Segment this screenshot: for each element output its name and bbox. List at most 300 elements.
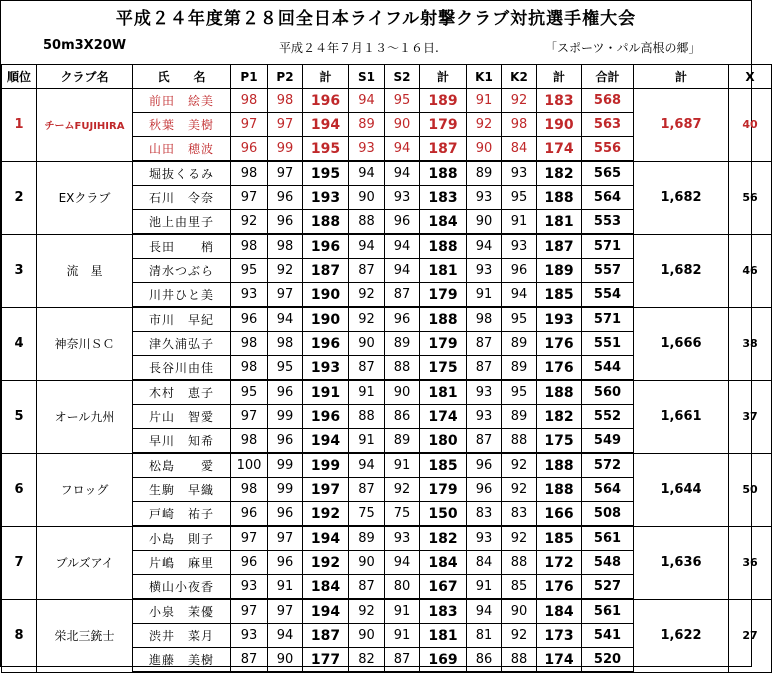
score-k2: 88 (502, 648, 537, 673)
shooter-name: 進藤 美樹 (133, 648, 231, 673)
score-k1: 87 (467, 332, 502, 356)
score-p1: 98 (231, 332, 268, 356)
team-club: フロッグ (37, 453, 133, 526)
score-k1: 91 (467, 89, 502, 113)
team-total: 1,622 (634, 599, 729, 672)
score-s-total: 175 (420, 356, 467, 381)
score-k2: 92 (502, 89, 537, 113)
score-s1: 94 (349, 89, 385, 113)
score-p-total: 196 (303, 89, 349, 113)
score-p-total: 187 (303, 624, 349, 648)
score-k2: 88 (502, 551, 537, 575)
score-p1: 100 (231, 453, 268, 478)
score-p-total: 188 (303, 210, 349, 235)
score-k1: 98 (467, 307, 502, 332)
score-p2: 96 (268, 429, 303, 454)
score-s2: 94 (385, 551, 420, 575)
score-s1: 82 (349, 648, 385, 673)
score-k2: 92 (502, 453, 537, 478)
score-s1: 91 (349, 380, 385, 405)
score-p-total: 184 (303, 575, 349, 600)
score-k1: 93 (467, 186, 502, 210)
score-p-total: 194 (303, 429, 349, 454)
score-s2: 91 (385, 453, 420, 478)
score-s-total: 184 (420, 551, 467, 575)
score-s1: 87 (349, 478, 385, 502)
table-row (2, 161, 772, 186)
team-x-count: 36 (729, 526, 772, 599)
score-sum: 572 (582, 453, 634, 478)
team-rank: 8 (2, 599, 37, 672)
shooter-name: 生駒 早織 (133, 478, 231, 502)
score-p2: 96 (268, 551, 303, 575)
team-total: 1,682 (634, 234, 729, 307)
score-k-total: 176 (537, 332, 582, 356)
team-x-count: 50 (729, 453, 772, 526)
team-total: 1,636 (634, 526, 729, 599)
score-k1: 89 (467, 161, 502, 186)
score-p1: 93 (231, 575, 268, 600)
score-k-total: 185 (537, 283, 582, 308)
team-total: 1,666 (634, 307, 729, 380)
score-s-total: 181 (420, 259, 467, 283)
header-k1: K1 (467, 65, 502, 89)
score-sum: 527 (582, 575, 634, 600)
score-sum: 551 (582, 332, 634, 356)
score-k2: 92 (502, 526, 537, 551)
shooter-name: 秋葉 美樹 (133, 113, 231, 137)
table-row (2, 599, 772, 624)
score-k-total: 172 (537, 551, 582, 575)
score-k1: 94 (467, 234, 502, 259)
score-k1: 83 (467, 502, 502, 527)
results-body (2, 89, 772, 673)
score-p1: 97 (231, 405, 268, 429)
score-p2: 99 (268, 478, 303, 502)
score-s1: 91 (349, 429, 385, 454)
header-k-total: 計 (537, 65, 582, 89)
shooter-name: 石川 令奈 (133, 186, 231, 210)
score-s-total: 182 (420, 526, 467, 551)
score-k-total: 188 (537, 380, 582, 405)
team-rank: 1 (2, 89, 37, 162)
score-p1: 97 (231, 186, 268, 210)
score-p-total: 194 (303, 526, 349, 551)
score-s1: 75 (349, 502, 385, 527)
score-k2: 98 (502, 113, 537, 137)
score-s1: 94 (349, 234, 385, 259)
score-k2: 89 (502, 405, 537, 429)
header-team-total: 計 (634, 65, 729, 89)
score-k1: 93 (467, 405, 502, 429)
score-s1: 92 (349, 307, 385, 332)
header-p1: P1 (231, 65, 268, 89)
shooter-name: 長谷川由佳 (133, 356, 231, 381)
score-sum: 549 (582, 429, 634, 454)
score-k-total: 189 (537, 259, 582, 283)
score-p-total: 196 (303, 234, 349, 259)
score-s1: 89 (349, 113, 385, 137)
header-p-total: 計 (303, 65, 349, 89)
shooter-name: 横山小夜香 (133, 575, 231, 600)
score-p1: 95 (231, 259, 268, 283)
score-p-total: 191 (303, 380, 349, 405)
score-s2: 93 (385, 526, 420, 551)
shooter-name: 片山 智愛 (133, 405, 231, 429)
score-p-total: 190 (303, 307, 349, 332)
score-s2: 94 (385, 259, 420, 283)
score-s1: 87 (349, 356, 385, 381)
score-k1: 91 (467, 283, 502, 308)
team-club: ブルズアイ (37, 526, 133, 599)
score-k-total: 176 (537, 575, 582, 600)
score-s-total: 179 (420, 113, 467, 137)
score-s1: 89 (349, 526, 385, 551)
score-s2: 89 (385, 332, 420, 356)
score-k-total: 182 (537, 405, 582, 429)
score-s1: 90 (349, 551, 385, 575)
score-p1: 98 (231, 89, 268, 113)
score-p1: 92 (231, 210, 268, 235)
shooter-name: 長田 梢 (133, 234, 231, 259)
shooter-name: 木村 恵子 (133, 380, 231, 405)
shooter-name: 渋井 菜月 (133, 624, 231, 648)
score-p2: 97 (268, 599, 303, 624)
score-k1: 91 (467, 575, 502, 600)
score-k2: 95 (502, 380, 537, 405)
score-k1: 94 (467, 599, 502, 624)
score-p-total: 192 (303, 502, 349, 527)
score-p-total: 195 (303, 161, 349, 186)
score-s2: 88 (385, 356, 420, 381)
score-s-total: 189 (420, 89, 467, 113)
score-k1: 81 (467, 624, 502, 648)
score-k2: 94 (502, 283, 537, 308)
score-k1: 84 (467, 551, 502, 575)
shooter-name: 津久浦弘子 (133, 332, 231, 356)
score-s2: 92 (385, 478, 420, 502)
score-k-total: 174 (537, 137, 582, 162)
score-k2: 96 (502, 259, 537, 283)
score-k1: 87 (467, 356, 502, 381)
score-k-total: 185 (537, 526, 582, 551)
shooter-name: 前田 絵美 (133, 89, 231, 113)
header-s1: S1 (349, 65, 385, 89)
score-k1: 90 (467, 210, 502, 235)
team-club: 栄北三銃士 (37, 599, 133, 672)
score-p-total: 196 (303, 405, 349, 429)
score-s2: 90 (385, 380, 420, 405)
score-k2: 95 (502, 307, 537, 332)
header-s2: S2 (385, 65, 420, 89)
score-s2: 96 (385, 210, 420, 235)
score-k-total: 190 (537, 113, 582, 137)
score-p1: 97 (231, 113, 268, 137)
score-s-total: 150 (420, 502, 467, 527)
score-p-total: 194 (303, 113, 349, 137)
score-sum: 557 (582, 259, 634, 283)
score-p2: 97 (268, 283, 303, 308)
score-sum: 561 (582, 526, 634, 551)
event-venue: 「スポーツ・パル高根の郷」 (545, 41, 701, 55)
score-sum: 520 (582, 648, 634, 673)
score-p2: 99 (268, 137, 303, 162)
score-sum: 554 (582, 283, 634, 308)
score-sum: 560 (582, 380, 634, 405)
score-p1: 98 (231, 161, 268, 186)
team-rank: 2 (2, 161, 37, 234)
team-x-count: 56 (729, 161, 772, 234)
team-club: オール九州 (37, 380, 133, 453)
team-club: 流 星 (37, 234, 133, 307)
header-rank: 順位 (2, 65, 37, 89)
score-sum: 564 (582, 478, 634, 502)
score-s-total: 188 (420, 161, 467, 186)
page-title: 平成２４年度第２８回全日本ライフル射撃クラブ対抗選手権大会 (115, 9, 637, 29)
score-k-total: 166 (537, 502, 582, 527)
score-s-total: 179 (420, 332, 467, 356)
score-p1: 96 (231, 137, 268, 162)
score-sum: 541 (582, 624, 634, 648)
results-table (1, 64, 772, 673)
score-p-total: 193 (303, 356, 349, 381)
score-s2: 89 (385, 429, 420, 454)
score-s1: 94 (349, 453, 385, 478)
score-p1: 96 (231, 502, 268, 527)
score-k-total: 176 (537, 356, 582, 381)
shooter-name: 市川 早紀 (133, 307, 231, 332)
score-k-total: 175 (537, 429, 582, 454)
score-s-total: 179 (420, 283, 467, 308)
score-k1: 92 (467, 113, 502, 137)
score-k2: 89 (502, 332, 537, 356)
score-sum: 556 (582, 137, 634, 162)
score-s1: 92 (349, 283, 385, 308)
score-s1: 90 (349, 332, 385, 356)
header-row (2, 65, 772, 89)
score-p-total: 193 (303, 186, 349, 210)
score-s1: 90 (349, 624, 385, 648)
score-s2: 94 (385, 234, 420, 259)
score-s-total: 185 (420, 453, 467, 478)
score-k2: 83 (502, 502, 537, 527)
score-p2: 94 (268, 307, 303, 332)
score-k2: 89 (502, 356, 537, 381)
score-p-total: 194 (303, 599, 349, 624)
score-p1: 98 (231, 356, 268, 381)
team-x-count: 46 (729, 234, 772, 307)
score-s-total: 167 (420, 575, 467, 600)
score-s-total: 187 (420, 137, 467, 162)
score-sum: 553 (582, 210, 634, 235)
score-k-total: 174 (537, 648, 582, 673)
score-k2: 91 (502, 210, 537, 235)
score-s-total: 180 (420, 429, 467, 454)
score-k1: 93 (467, 259, 502, 283)
header-p2: P2 (268, 65, 303, 89)
score-s2: 87 (385, 648, 420, 673)
shooter-name: 松島 愛 (133, 453, 231, 478)
score-k1: 96 (467, 453, 502, 478)
score-s-total: 181 (420, 624, 467, 648)
score-p2: 96 (268, 210, 303, 235)
score-p1: 87 (231, 648, 268, 673)
score-p2: 98 (268, 234, 303, 259)
score-s1: 90 (349, 186, 385, 210)
score-sum: 508 (582, 502, 634, 527)
shooter-name: 片嶋 麻里 (133, 551, 231, 575)
table-row (2, 453, 772, 478)
score-p2: 91 (268, 575, 303, 600)
table-row (2, 380, 772, 405)
score-p1: 98 (231, 429, 268, 454)
score-k1: 87 (467, 429, 502, 454)
score-sum: 564 (582, 186, 634, 210)
score-p2: 90 (268, 648, 303, 673)
score-k2: 93 (502, 161, 537, 186)
score-s-total: 179 (420, 478, 467, 502)
team-club: チームFUJIHIRA (37, 89, 133, 162)
score-p2: 97 (268, 526, 303, 551)
score-k1: 93 (467, 526, 502, 551)
team-total: 1,644 (634, 453, 729, 526)
score-k2: 95 (502, 186, 537, 210)
table-row (2, 307, 772, 332)
score-p1: 97 (231, 526, 268, 551)
score-p-total: 187 (303, 259, 349, 283)
score-s2: 94 (385, 137, 420, 162)
header-x: X (729, 65, 772, 89)
score-p1: 98 (231, 478, 268, 502)
event-category: 50m3X20W (43, 38, 127, 53)
score-p-total: 196 (303, 332, 349, 356)
shooter-name: 堀抜くるみ (133, 161, 231, 186)
shooter-name: 小泉 茉優 (133, 599, 231, 624)
score-p2: 92 (268, 259, 303, 283)
score-p1: 95 (231, 380, 268, 405)
header-k2: K2 (502, 65, 537, 89)
score-s2: 87 (385, 283, 420, 308)
score-s2: 90 (385, 113, 420, 137)
score-sum: 571 (582, 307, 634, 332)
score-p2: 97 (268, 161, 303, 186)
team-x-count: 40 (729, 89, 772, 162)
score-s-total: 169 (420, 648, 467, 673)
score-s2: 91 (385, 599, 420, 624)
score-p2: 94 (268, 624, 303, 648)
score-s-total: 188 (420, 307, 467, 332)
score-s1: 88 (349, 210, 385, 235)
team-club: EXクラブ (37, 161, 133, 234)
score-p2: 98 (268, 89, 303, 113)
team-rank: 3 (2, 234, 37, 307)
score-k2: 84 (502, 137, 537, 162)
score-p1: 96 (231, 551, 268, 575)
team-rank: 7 (2, 526, 37, 599)
team-total: 1,682 (634, 161, 729, 234)
score-s2: 86 (385, 405, 420, 429)
score-k2: 88 (502, 429, 537, 454)
score-sum: 561 (582, 599, 634, 624)
header-s-total: 計 (420, 65, 467, 89)
score-s-total: 188 (420, 234, 467, 259)
score-s1: 88 (349, 405, 385, 429)
score-s1: 87 (349, 575, 385, 600)
score-k2: 92 (502, 624, 537, 648)
score-k-total: 181 (537, 210, 582, 235)
team-rank: 6 (2, 453, 37, 526)
score-k1: 86 (467, 648, 502, 673)
score-k-total: 184 (537, 599, 582, 624)
score-sum: 552 (582, 405, 634, 429)
score-p-total: 199 (303, 453, 349, 478)
score-p2: 95 (268, 356, 303, 381)
score-s1: 93 (349, 137, 385, 162)
score-k-total: 188 (537, 186, 582, 210)
score-s1: 87 (349, 259, 385, 283)
score-s-total: 184 (420, 210, 467, 235)
score-k-total: 182 (537, 161, 582, 186)
score-s2: 80 (385, 575, 420, 600)
score-p1: 98 (231, 234, 268, 259)
score-p-total: 192 (303, 551, 349, 575)
score-p1: 97 (231, 599, 268, 624)
score-p1: 93 (231, 283, 268, 308)
score-k1: 90 (467, 137, 502, 162)
score-s1: 92 (349, 599, 385, 624)
score-sum: 571 (582, 234, 634, 259)
score-sum: 544 (582, 356, 634, 381)
score-k-total: 193 (537, 307, 582, 332)
table-row (2, 234, 772, 259)
score-k-total: 188 (537, 453, 582, 478)
score-k2: 93 (502, 234, 537, 259)
shooter-name: 川井ひと美 (133, 283, 231, 308)
team-club: 神奈川ＳＣ (37, 307, 133, 380)
shooter-name: 池上由里子 (133, 210, 231, 235)
score-sum: 565 (582, 161, 634, 186)
team-x-count: 37 (729, 380, 772, 453)
score-s2: 75 (385, 502, 420, 527)
team-x-count: 38 (729, 307, 772, 380)
score-p2: 97 (268, 113, 303, 137)
score-k1: 93 (467, 380, 502, 405)
score-p2: 96 (268, 380, 303, 405)
score-s2: 91 (385, 624, 420, 648)
score-p-total: 195 (303, 137, 349, 162)
score-k2: 85 (502, 575, 537, 600)
score-s-total: 183 (420, 599, 467, 624)
score-s2: 95 (385, 89, 420, 113)
score-p2: 99 (268, 453, 303, 478)
score-s-total: 183 (420, 186, 467, 210)
score-sum: 563 (582, 113, 634, 137)
score-k-total: 187 (537, 234, 582, 259)
score-p1: 96 (231, 307, 268, 332)
score-p-total: 190 (303, 283, 349, 308)
team-x-count: 27 (729, 599, 772, 672)
score-k-total: 183 (537, 89, 582, 113)
team-rank: 4 (2, 307, 37, 380)
header-name: 氏 名 (133, 65, 231, 89)
score-k1: 96 (467, 478, 502, 502)
shooter-name: 山田 穂波 (133, 137, 231, 162)
score-p2: 96 (268, 186, 303, 210)
team-total: 1,661 (634, 380, 729, 453)
team-rank: 5 (2, 380, 37, 453)
header-club: クラブ名 (37, 65, 133, 89)
score-p2: 99 (268, 405, 303, 429)
